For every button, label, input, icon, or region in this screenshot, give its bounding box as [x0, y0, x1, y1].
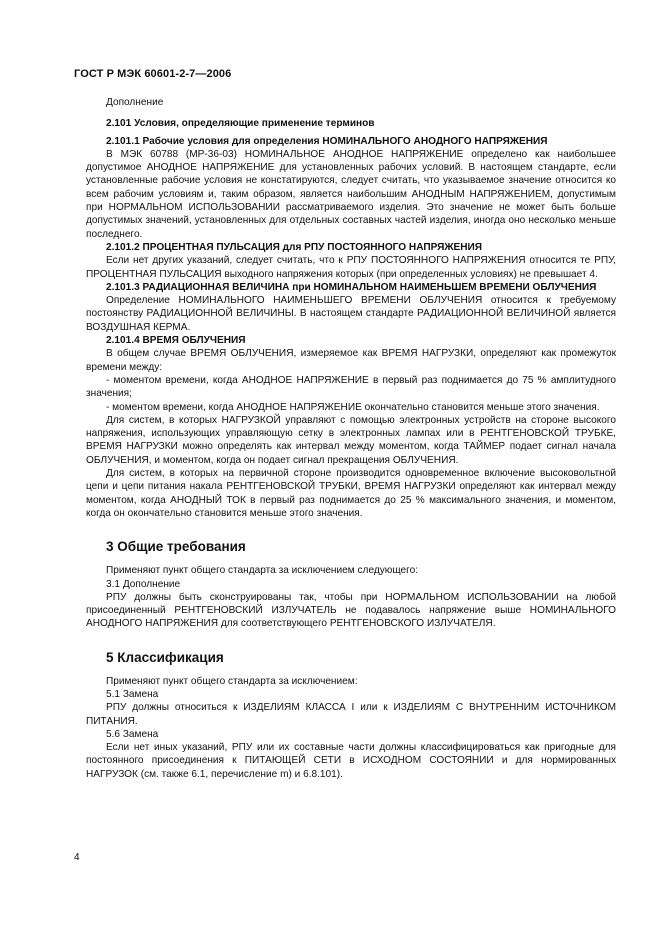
clause-2-101-4-para-2: Для систем, в которых НАГРУЗКОЙ управляют с помощью электронных устройств на стороне высокого напряжения, использующих управляющую сетку в электронных лампах или в РЕНТГЕНОВСКОЙ ТРУБКЕ, ВРЕМЯ НАГРУЗКИ можно определять как интервал между моментом, когда ТАЙМЕР подает сигнал начала ОБЛУЧЕНИЯ, и моментом, когда он подает сигнал прекращения ОБЛУЧЕНИЯ.: [86, 414, 616, 466]
clause-2-101-2-text: Если нет других указаний, следует считать, что к РПУ ПОСТОЯННОГО НАПРЯЖЕНИЯ относится те РПУ, ПРОЦЕНТНАЯ ПУЛЬСАЦИЯ выходного напряжения которых (при определенных условиях) не превышает 4.: [86, 255, 616, 280]
section-3-heading: 3 Общие требования: [106, 539, 246, 555]
clause-2-101-3-text: Определение НОМИНАЛЬНОГО НАИМЕНЬШЕГО ВРЕМЕНИ ОБЛУЧЕНИЯ относится к требуемому постоянству РАДИАЦИОННОЙ ВЕЛИЧИНЫ. В настоящем стандарте РАДИАЦИОННОЙ ВЕЛИЧИНОЙ является ВОЗДУШНАЯ КЕРМА.: [86, 295, 616, 333]
clause-2-101-heading: 2.101 Условия, определяющие применение терминов: [106, 118, 375, 130]
section-3-line-2: 3.1 Дополнение: [106, 578, 181, 590]
clause-2-101-4-heading: 2.101.4 ВРЕМЯ ОБЛУЧЕНИЯ: [106, 335, 246, 347]
paragraph-addition: Дополнение: [106, 97, 164, 108]
section-5-line-1: Применяют пункт общего стандарта за исключением:: [106, 675, 358, 687]
section-5-line-3: РПУ должны относиться к ИЗДЕЛИЯМ КЛАССА I или к ИЗДЕЛИЯМ С ВНУТРЕННИМ ИСТОЧНИКОМ ПИТАНИЯ.: [86, 702, 616, 727]
clause-2-101-3-heading: 2.101.3 РАДИАЦИОННАЯ ВЕЛИЧИНА при НОМИНАЛЬНОМ НАИМЕНЬШЕМ ВРЕМЕНИ ОБЛУЧЕНИЯ: [106, 281, 597, 293]
section-5-line-5: Если нет иных указаний, РПУ или их составные части должны классифицироваться как пригодные для постоянного присоединения к ПИТАЮЩЕЙ СЕТИ в ИСХОДНОМ СОСТОЯНИИ и для нормированных НАГРУЗОК (см. также 6.1, перечисление m) и 6.8.101).: [86, 742, 616, 780]
list-item-1: - моментом времени, когда АНОДНОЕ НАПРЯЖЕНИЕ в первый раз поднимается до 75 % амплитудного значения;: [86, 374, 616, 400]
clause-2-101-1-text: В МЭК 60788 (МР-36-03) НОМИНАЛЬНОЕ АНОДНОЕ НАПРЯЖЕНИЕ определено как наибольшее допустимое АНОДНОЕ НАПРЯЖЕНИЕ для установленных рабочих условий. В настоящем стандарте, если установленные рабочие условия не констатируются, следует считать, что указываемое значение относится ко всем рабочим условиям и, таким образом, является наибольшим АНОДНЫМ НАПРЯЖЕНИЕМ, допустимым при НОРМАЛЬНОМ ИСПОЛЬЗОВАНИИ рассматриваемого изделия. Это значение не может быть больше допустимых значений, установленных для отдельных составных частей изделия, иногда оно несколько меньше последнего.: [86, 148, 616, 240]
document-body: [86, 96, 616, 781]
clause-2-101-2-heading: 2.101.2 ПРОЦЕНТНАЯ ПУЛЬСАЦИЯ для РПУ ПОСТОЯННОГО НАПРЯЖЕНИЯ: [106, 241, 483, 253]
list-item-2: - моментом времени, когда АНОДНОЕ НАПРЯЖЕНИЕ окончательно становится меньше этого значения.: [106, 401, 600, 413]
section-5-line-4: 5.6 Замена: [106, 728, 159, 740]
page-number: 4: [74, 852, 80, 863]
document-header: ГОСТ Р МЭК 60601-2-7—2006: [74, 68, 232, 80]
section-3-line-1: Применяют пункт общего стандарта за исключением следующего:: [106, 565, 419, 577]
section-3-line-3: РПУ должны быть сконструированы так, чтобы при НОРМАЛЬНОМ ИСПОЛЬЗОВАНИИ на любой присоединенный РЕНТГЕНОВСКИЙ ИЗЛУЧАТЕЛЬ не подавалось напряжение выше НОМИНАЛЬНОГО АНОДНОГО НАПРЯЖЕНИЯ для соответствующего РЕНТГЕНОВСКОГО ИЗЛУЧАТЕЛЯ.: [86, 591, 616, 630]
clause-2-101-1-heading: 2.101.1 Рабочие условия для определения НОМИНАЛЬНОГО АНОДНОГО НАПРЯЖЕНИЯ: [106, 135, 548, 147]
section-5-line-2: 5.1 Замена: [106, 688, 159, 700]
clause-2-101-4-text: В общем случае ВРЕМЯ ОБЛУЧЕНИЯ, измеряемое как ВРЕМЯ НАГРУЗКИ, определяют как промежуток времени между:: [86, 348, 616, 373]
clause-2-101-4-para-3: Для систем, в которых на первичной стороне производится одновременное включение высоковольтной цепи и цепи питания накала РЕНТГЕНОВСКОЙ ТРУБКИ, ВРЕМЯ НАГРУЗКИ определяют как интервал между моментом, когда АНОДНЫЙ ТОК в первый раз поднимается до 25 % максимального значения, и моментом, когда он окончательно становится меньше этого значения.: [86, 468, 616, 519]
section-5-heading: 5 Классификация: [106, 649, 224, 665]
